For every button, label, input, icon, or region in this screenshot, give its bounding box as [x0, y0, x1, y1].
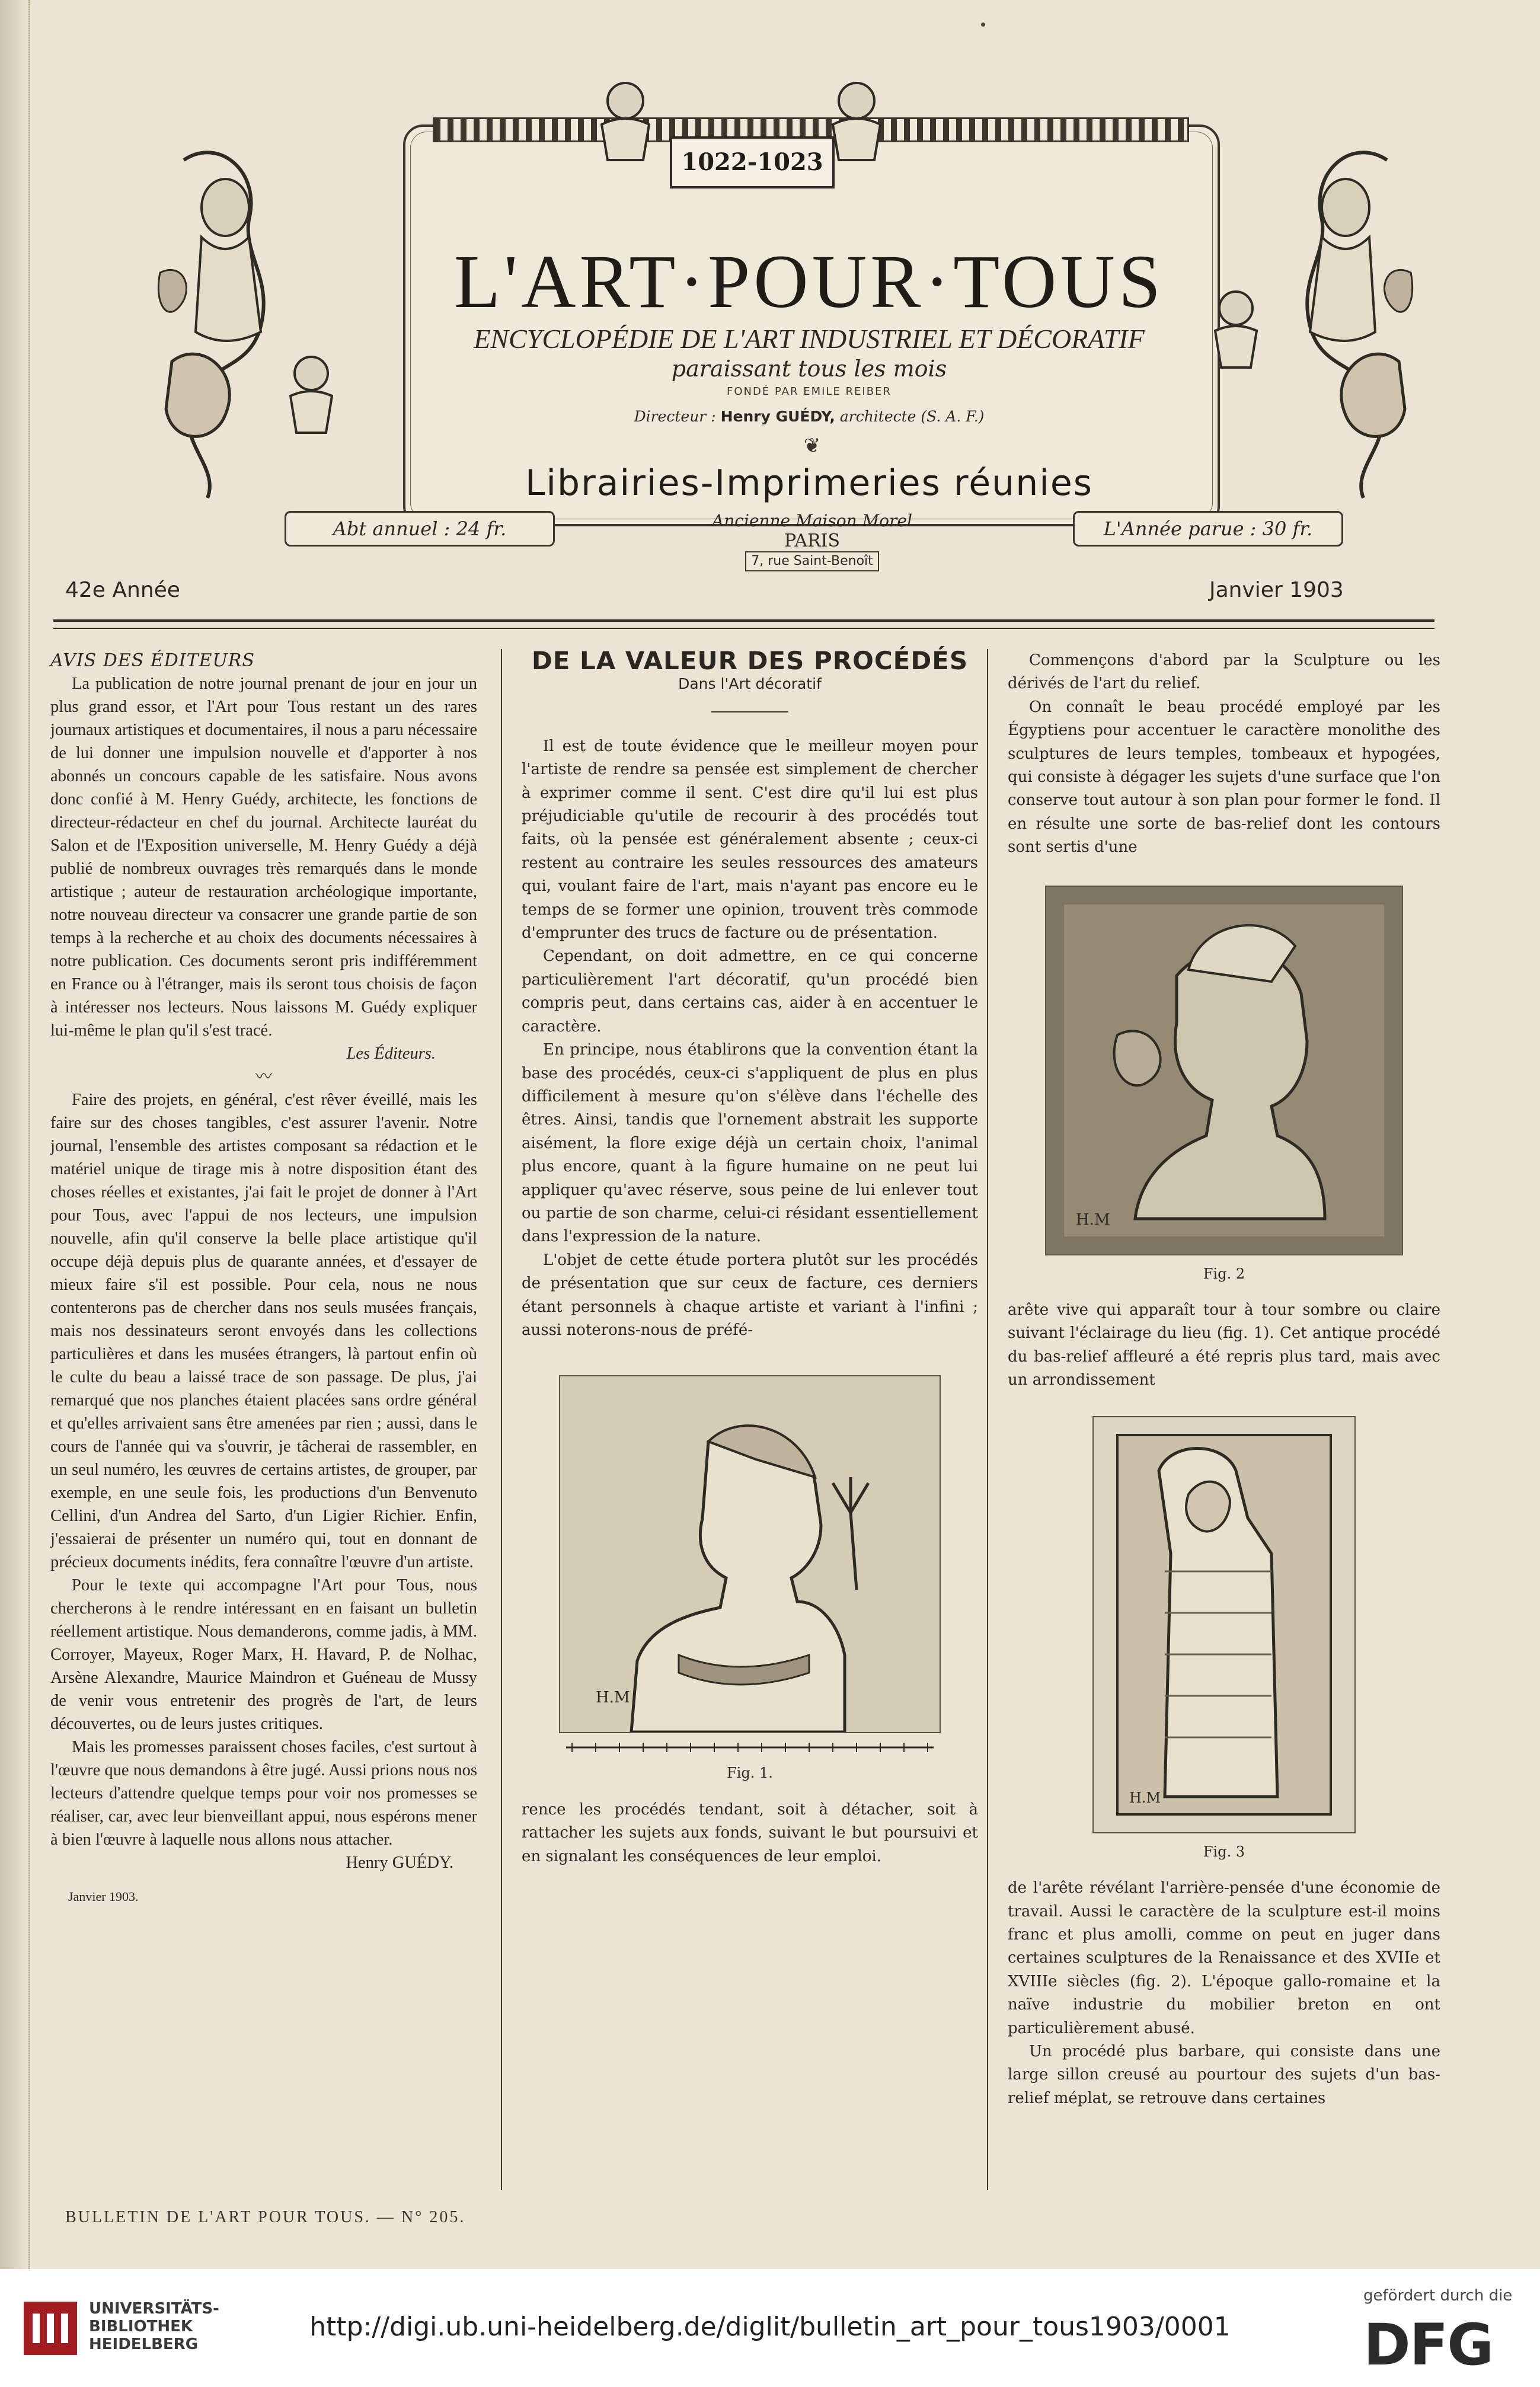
dateline: Janvier 1903.	[68, 1889, 139, 1904]
paragraph: rence les procédés tendant, soit à détacher, soit à rattacher les sujets aux fonds, suivant le but poursuivi et en signalant les conséquences de leur emploi.	[522, 1800, 978, 1865]
renaissance-relief-illustration	[1045, 886, 1403, 1255]
section-heading: AVIS DES ÉDITEURS	[50, 650, 255, 671]
director-name: Henry GUÉDY,	[720, 408, 835, 425]
egyptian-relief-illustration	[559, 1375, 941, 1733]
signature: Henry GUÉDY.	[346, 1854, 453, 1872]
column-rule	[501, 649, 502, 2190]
binding-edge	[0, 0, 30, 2269]
cherub-illustration	[267, 344, 356, 439]
figure-3	[1008, 1416, 1440, 1864]
figure-base-ornament	[560, 1739, 940, 1755]
artist-monogram: H.M	[596, 1689, 630, 1707]
paragraph: Pour le texte qui accompagne l'Art pour Tous, nous chercherons à le rendre intéressant en en faisant un bulletin réellement artistique. Nous demanderons, comme jadis, à MM. Corroyer, Mayeux, Roger Marx, H. Havard, P. de Nolhac, Arsène Alexandre, Maurice Maindron et Guéneau de Mussy de venir vous entretenir des progrès de l'art, de leurs découvertes, ou de leurs justes critiques.	[50, 1576, 477, 1733]
printer-name: Librairies-Imprimeries réunies	[525, 462, 1094, 504]
library-name-line: HEIDELBERG	[89, 2335, 199, 2353]
issue-number-box: 1022-1023	[670, 136, 835, 188]
founder-line: FONDÉ PAR EMILE REIBER	[727, 385, 892, 398]
article-column	[522, 646, 978, 1868]
artist-monogram: H.M	[1076, 1210, 1110, 1229]
paragraph: Cependant, on doit admettre, en ce qui concerne particulièrement l'art décoratif, qu'un procédé bien compris peut, dans certains cas, aider à en accentuer le caractère.	[522, 947, 978, 1036]
journal-subtitle: ENCYCLOPÉDIE DE L'ART INDUSTRIEL ET DÉCORATIF	[474, 324, 1145, 354]
right-caryatid-illustration	[1263, 136, 1423, 504]
paragraph: Il est de toute évidence que le meilleur moyen pour l'artiste de rendre sa pensée est simplement de chercher à exprimer comme il sent. C'est dire qu'il lui est plus préjudiciable qu'utile de recourir à des procédés tout faits, où la pensée est généralement absente ; ceux-ci restent au contraire les seules ressources des amateurs qui, voulant faire de l'art, mais n'ayant pas encore eu le temps de se former une opinion, trouvent très commode d'emprunter des trucs de facture ou de présentation.	[522, 737, 978, 942]
paragraph: arête vive qui apparaît tour à tour sombre ou claire suivant l'éclairage du lieu (fig. 1). Cet antique procédé du bas-relief affleuré a été repris plus tard, mais avec un arrondissement	[1008, 1301, 1440, 1389]
address-street: 7, rue Saint-Benoît	[745, 551, 879, 571]
ornament-divider: 〰	[255, 1068, 272, 1086]
breton-furniture-relief-illustration	[1092, 1416, 1356, 1833]
library-name-line: UNIVERSITÄTS-	[89, 2300, 219, 2318]
paragraph: On connaît le beau procédé employé par les Égyptiens pour accentuer le caractère monolithe des sculptures de leurs temples, tombeaux et hypogées, qui consiste à dégager les sujets d'une surface que l'on conserve tout autour à son plan pour former le fond. Il en résulte une sorte de bas-relief dont les contours sont sertis d'une	[1008, 698, 1440, 857]
figure-caption: Fig. 1.	[727, 1765, 773, 1782]
issue-date: Janvier 1903	[1209, 578, 1344, 602]
paragraph: Faire des projets, en général, c'est rêver éveillé, mais les faire sur des choses tangibles, c'est assurer l'avenir. Notre journal, l'ensemble des artistes composant sa rédaction et le matériel unique de tirage mis à notre disposition étant des choses réelles et existantes, j'ai fait le projet de donner à l'Art pour Tous, avec l'appui de nos lecteurs, une impulsion nouvelle, afin qu'il conserve la belle place artistique qu'il occupe déjà depuis plus de quarante années, et d'essayer de mieux faire s'il est possible. Pour cela, nous ne nous contenterons pas de chercher dans nos seuls musées français, mais nos dessinateurs seront envoyés dans les collections particulières et dans les musées étrangers, là partout enfin où le culte du beau a laissé trace de son passage. De plus, j'ai remarqué que nos planches étaient placées sans ordre général et qu'elles arrivaient sans être amenées par rien ; aussi, dans le cours de l'année qui va s'ouvrir, je tâcherai de rassembler, en un seul numéro, les œuvres de certains artistes, de grouper, par exemple, en une seule fois, les productions d'un Benvenuto Cellini, d'un Andrea del Sarto, d'un Ligier Richier. Enfin, j'essaierai de présenter un numéro qui, tout en donnant de précieux documents inédits, fera connaître l'œuvre d'un artiste.	[50, 1091, 477, 1571]
address-line: Ancienne Maison Morel	[712, 511, 912, 531]
article-column-continued	[1008, 649, 1440, 2110]
signature: Les Éditeurs.	[346, 1044, 436, 1063]
director-line	[403, 408, 1215, 425]
fleuron-ornament: ❦	[803, 434, 821, 458]
dfg-logo: DFG	[1363, 2312, 1493, 2378]
figure-caption: Fig. 3	[1203, 1843, 1245, 1860]
figure-caption: Fig. 2	[1203, 1265, 1245, 1282]
ink-speck	[981, 23, 985, 27]
paragraph: Commençons d'abord par la Sculpture ou les dérivés de l'art du relief.	[1008, 651, 1440, 693]
editors-notice-column	[50, 649, 477, 1908]
bulletin-footer: BULLETIN DE L'ART POUR TOUS. — N° 205.	[65, 2208, 466, 2226]
permalink-url[interactable]: http://digi.ub.uni-heidelberg.de/diglit/bulletin_art_pour_tous1903/0001	[309, 2312, 1231, 2342]
annual-price-label: Abt annuel : 24 fr.	[285, 511, 555, 547]
past-year-price-label: L'Année parue : 30 fr.	[1073, 511, 1343, 547]
paragraph: L'objet de cette étude portera plutôt sur les procédés de présentation que sur ceux de facture, ces derniers étant personnels à chaque artiste et variant à l'infini ; aussi noterons-nous de préfé-	[522, 1251, 978, 1339]
article-title: DE LA VALEUR DES PROCÉDÉS	[531, 646, 969, 675]
cherub-illustration	[581, 71, 670, 166]
paragraph: Un procédé plus barbare, qui consiste dans une large sillon creusé au pourtour des sujets d'un bas-relief méplat, se retrouve dans certaines	[1008, 2042, 1440, 2107]
library-name-line: BIBLIOTHEK	[89, 2318, 193, 2335]
journal-title: L'ART·POUR·TOUS	[453, 239, 1165, 324]
digital-library-bar	[0, 2269, 1540, 2387]
publisher-address	[652, 511, 972, 571]
sponsor-label: gefördert durch die	[1363, 2287, 1513, 2305]
paragraph: La publication de notre journal prenant de jour en jour un plus grand essor, et l'Art pour Tous restant un des rares journaux artistiques et documentaires, il nous a paru nécessaire de lui donner une impulsion nouvelle et d'apporter à nos abonnés un concours capable de les satisfaire. Nous avons donc confié à M. Henry Guédy, architecte, les fonctions de directeur-rédacteur en chef du journal. Architecte lauréat du Salon et de l'Exposition universelle, M. Henry Guédy a déjà publié de nombreux ouvrages très remarqués dans le monde artistique ; auteur de restauration archéologique importante, notre nouveau directeur va consacrer une grande partie de son temps à la recherche et au choix des documents nécessaires à notre publication. Ces documents seront pris indifféremment en France ou à l'étranger, mais ils seront tous choisis de façon à intéresser nos lecteurs. Nous laissons M. Guédy expliquer lui-même le plan qu'il s'est tracé.	[50, 675, 477, 1040]
artist-monogram: H.M	[1129, 1789, 1161, 1806]
publication-frequency: paraissant tous les mois	[671, 356, 947, 382]
masthead	[148, 71, 1423, 587]
paragraph: Mais les promesses paraissent choses faciles, c'est surtout à l'œuvre que nous demandons à être jugé. Aussi prions nous nos lecteurs d'attendre quelque temps pour voir nos promesses se réaliser, car, avec leur bienveillant appui, nous espérons mener à bien l'œuvre à laquelle nous allons nous attacher.	[50, 1738, 477, 1849]
column-rule	[987, 649, 988, 2190]
title-rule	[711, 711, 788, 712]
left-caryatid-illustration	[148, 136, 308, 504]
figure-1	[522, 1375, 978, 1785]
director-prefix: Directeur :	[634, 408, 716, 425]
address-city: PARIS	[784, 531, 841, 551]
paragraph: de l'arête révélant l'arrière-pensée d'une économie de travail. Aussi le caractère de la sculpture est-il moins franc et plus amolli, comme on peut en juger dans certaines sculptures de la Renaissance et des XVIIe et XVIIIe siècles (fig. 2). L'époque gallo-romaine et la naïve industrie du mobilier breton en ont particulièrement abusé.	[1008, 1879, 1440, 2037]
masthead-rule	[53, 619, 1434, 629]
volume-year: 42e Année	[65, 578, 180, 602]
article-subtitle: Dans l'Art décoratif	[678, 675, 822, 693]
director-suffix: architecte (S. A. F.)	[839, 408, 985, 425]
figure-2	[1008, 886, 1440, 1286]
paragraph: En principe, nous établirons que la convention étant la base des procédés, ceux-ci s'appliquent de plus en plus difficilement à mesure qu'on s'élève dans l'échelle des êtres. Ainsi, tandis que l'ornement abstrait les supporte aisément, la flore exige déjà un certain choix, l'animal plus encore, quant à la figure humaine on ne peut lui appliquer qu'avec réserve, sous peine de lui enlever tout ou partie de son charme, celui-ci résidant essentiellement dans l'expression de la nature.	[522, 1041, 978, 1246]
